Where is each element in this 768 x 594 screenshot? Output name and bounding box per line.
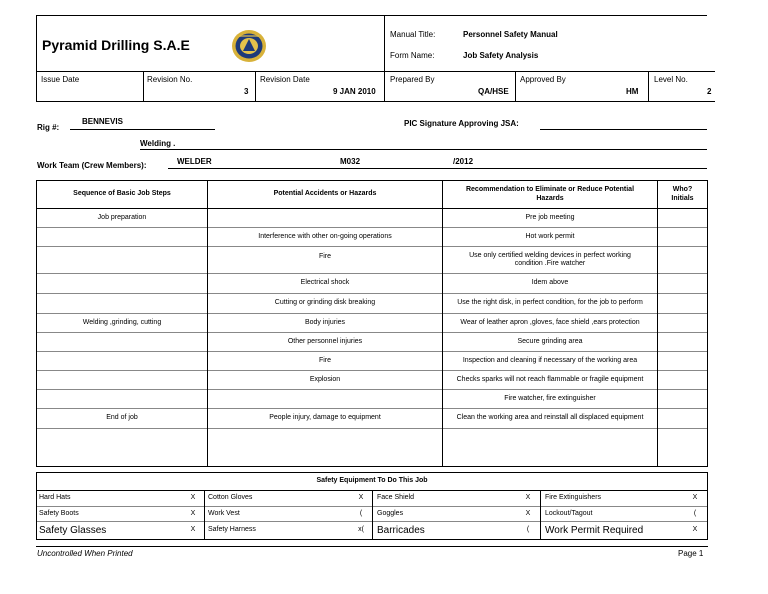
table-row-11-step: End of job	[106, 414, 138, 422]
prepared-by-value: QA/HSE	[478, 87, 509, 96]
equipment-cotton-gloves: Cotton Gloves	[208, 494, 253, 502]
approved-by-label: Approved By	[520, 75, 566, 84]
footer-page-number: Page 1	[678, 549, 704, 558]
crew-value-1[interactable]: WELDER	[177, 157, 212, 166]
revision-no-value: 3	[244, 87, 249, 96]
equipment-hard-hats: Hard Hats	[39, 494, 71, 502]
table-row-10-recommendation: Fire watcher, fire extinguisher	[504, 394, 596, 402]
table-row-5-recommendation: Use the right disk, in perfect condition, for the job to perform	[457, 299, 643, 307]
approved-by-value: HM	[626, 87, 639, 96]
issue-date-label: Issue Date	[41, 75, 80, 84]
header-job-steps: Sequence of Basic Job Steps	[73, 190, 171, 198]
table-row-10-step	[37, 390, 207, 408]
company-seal-logo	[231, 29, 267, 63]
equipment-face-shield: Face Shield	[377, 494, 414, 502]
table-row-9-hazard: Explosion	[309, 375, 341, 383]
equipment-safety-glasses: Safety Glasses	[39, 524, 107, 536]
table-row-1-recommendation: Pre job meeting	[525, 213, 575, 221]
equipment-safety-glasses-mark[interactable]: X	[190, 526, 196, 534]
table-row-9-step	[37, 371, 207, 389]
crew-label: Work Team (Crew Members):	[37, 161, 147, 170]
equipment-safety-harness: Safety Harness	[208, 526, 256, 534]
table-row-2-step	[37, 228, 207, 246]
equipment-safety-boots: Safety Boots	[39, 509, 79, 517]
table-row-11-recommendation: Clean the working area and reinstall all displaced equipment	[456, 414, 644, 422]
table-row-4-hazard: Electrical shock	[300, 279, 350, 287]
equipment-work-permit-required-mark[interactable]: X	[692, 526, 698, 534]
company-name: Pyramid Drilling S.A.E	[42, 37, 190, 53]
pic-signature-label: PIC Signature Approving JSA:	[404, 119, 519, 128]
table-row-3-step	[37, 247, 207, 273]
equipment-fire-extinguishers: Fire Extinguishers	[545, 494, 602, 502]
manual-title-value: Personnel Safety Manual	[463, 30, 558, 39]
rig-label: Rig #:	[37, 123, 60, 132]
header-hazards: Potential Accidents or Hazards	[273, 190, 377, 198]
table-row-6-step: Welding ,grinding, cutting	[82, 318, 162, 326]
table-row-5-hazard: Cutting or grinding disk breaking	[274, 299, 376, 307]
crew-value-2[interactable]: M032	[340, 157, 361, 166]
table-row-7-recommendation: Secure grinding area	[517, 337, 583, 345]
equipment-safety-harness-mark[interactable]: x(	[358, 526, 364, 534]
revision-date-value: 9 JAN 2010	[333, 87, 376, 96]
header-who-initials: Who? Initials	[671, 186, 694, 202]
form-name-value: Job Safety Analysis	[463, 51, 539, 60]
table-row-4-step	[37, 274, 207, 293]
table-row-5-step	[37, 294, 207, 313]
table-row-10-hazard	[208, 390, 442, 408]
table-row-7-step	[37, 333, 207, 351]
crew-value-3[interactable]: /2012	[453, 157, 474, 166]
equipment-lockout-tagout-mark[interactable]: (	[693, 509, 697, 517]
table-row-8-recommendation: Inspection and cleaning if necessary of the working area	[462, 356, 638, 364]
equipment-cotton-gloves-mark[interactable]: X	[358, 494, 364, 502]
equipment-hard-hats-mark[interactable]: X	[190, 494, 196, 502]
equipment-work-vest-mark[interactable]: (	[359, 509, 363, 517]
equipment-safety-boots-mark[interactable]: X	[190, 509, 196, 517]
equipment-face-shield-mark[interactable]: X	[525, 494, 531, 502]
equipment-goggles: Goggles	[377, 509, 404, 517]
equipment-barricades-mark[interactable]: (	[526, 526, 530, 534]
table-row-8-step	[37, 352, 207, 370]
safety-equipment-title: Safety Equipment To Do This Job	[316, 477, 428, 485]
table-row-3-hazard: Fire	[318, 252, 332, 260]
equipment-lockout-tagout: Lockout/Tagout	[545, 509, 593, 517]
table-row-2-hazard: Interference with other on-going operations	[258, 232, 392, 240]
table-row-1-step: Job preparation	[97, 213, 147, 221]
equipment-barricades: Barricades	[377, 524, 425, 536]
job-name-value[interactable]: Welding .	[140, 139, 176, 148]
manual-title-label: Manual Title:	[390, 30, 436, 39]
table-row-6-hazard: Body injuries	[304, 318, 346, 326]
table-row-8-hazard: Fire	[318, 356, 332, 364]
equipment-goggles-mark[interactable]: X	[525, 509, 531, 517]
revision-no-label: Revision No.	[147, 75, 193, 84]
equipment-fire-extinguishers-mark[interactable]: X	[692, 494, 698, 502]
revision-date-label: Revision Date	[260, 75, 310, 84]
table-row-6-recommendation: Wear of leather apron ,gloves, face shield ,ears protection	[460, 318, 640, 326]
level-no-value: 2	[707, 87, 712, 96]
prepared-by-label: Prepared By	[390, 75, 435, 84]
equipment-work-permit-required: Work Permit Required	[545, 524, 644, 536]
table-row-9-recommendation: Checks sparks will not reach flammable or fragile equipment	[456, 375, 644, 383]
level-no-label: Level No.	[654, 75, 688, 84]
form-name-label: Form Name:	[390, 51, 435, 60]
header-recommendation: Recommendation to Eliminate or Reduce Potential Hazards	[465, 186, 635, 202]
rig-value[interactable]: BENNEVIS	[82, 117, 123, 126]
footer-uncontrolled: Uncontrolled When Printed	[37, 549, 133, 558]
table-row-11-hazard: People injury, damage to equipment	[269, 414, 381, 422]
table-row-2-recommendation: Hot work permit	[525, 232, 575, 240]
table-row-4-recommendation: Idem above	[531, 279, 569, 287]
table-row-1-hazard	[208, 209, 442, 227]
table-row-3-recommendation: Use only certified welding devices in perfect working condition .Fire watcher	[469, 251, 631, 267]
equipment-work-vest: Work Vest	[208, 509, 240, 517]
table-row-7-hazard: Other personnel injuries	[287, 337, 363, 345]
